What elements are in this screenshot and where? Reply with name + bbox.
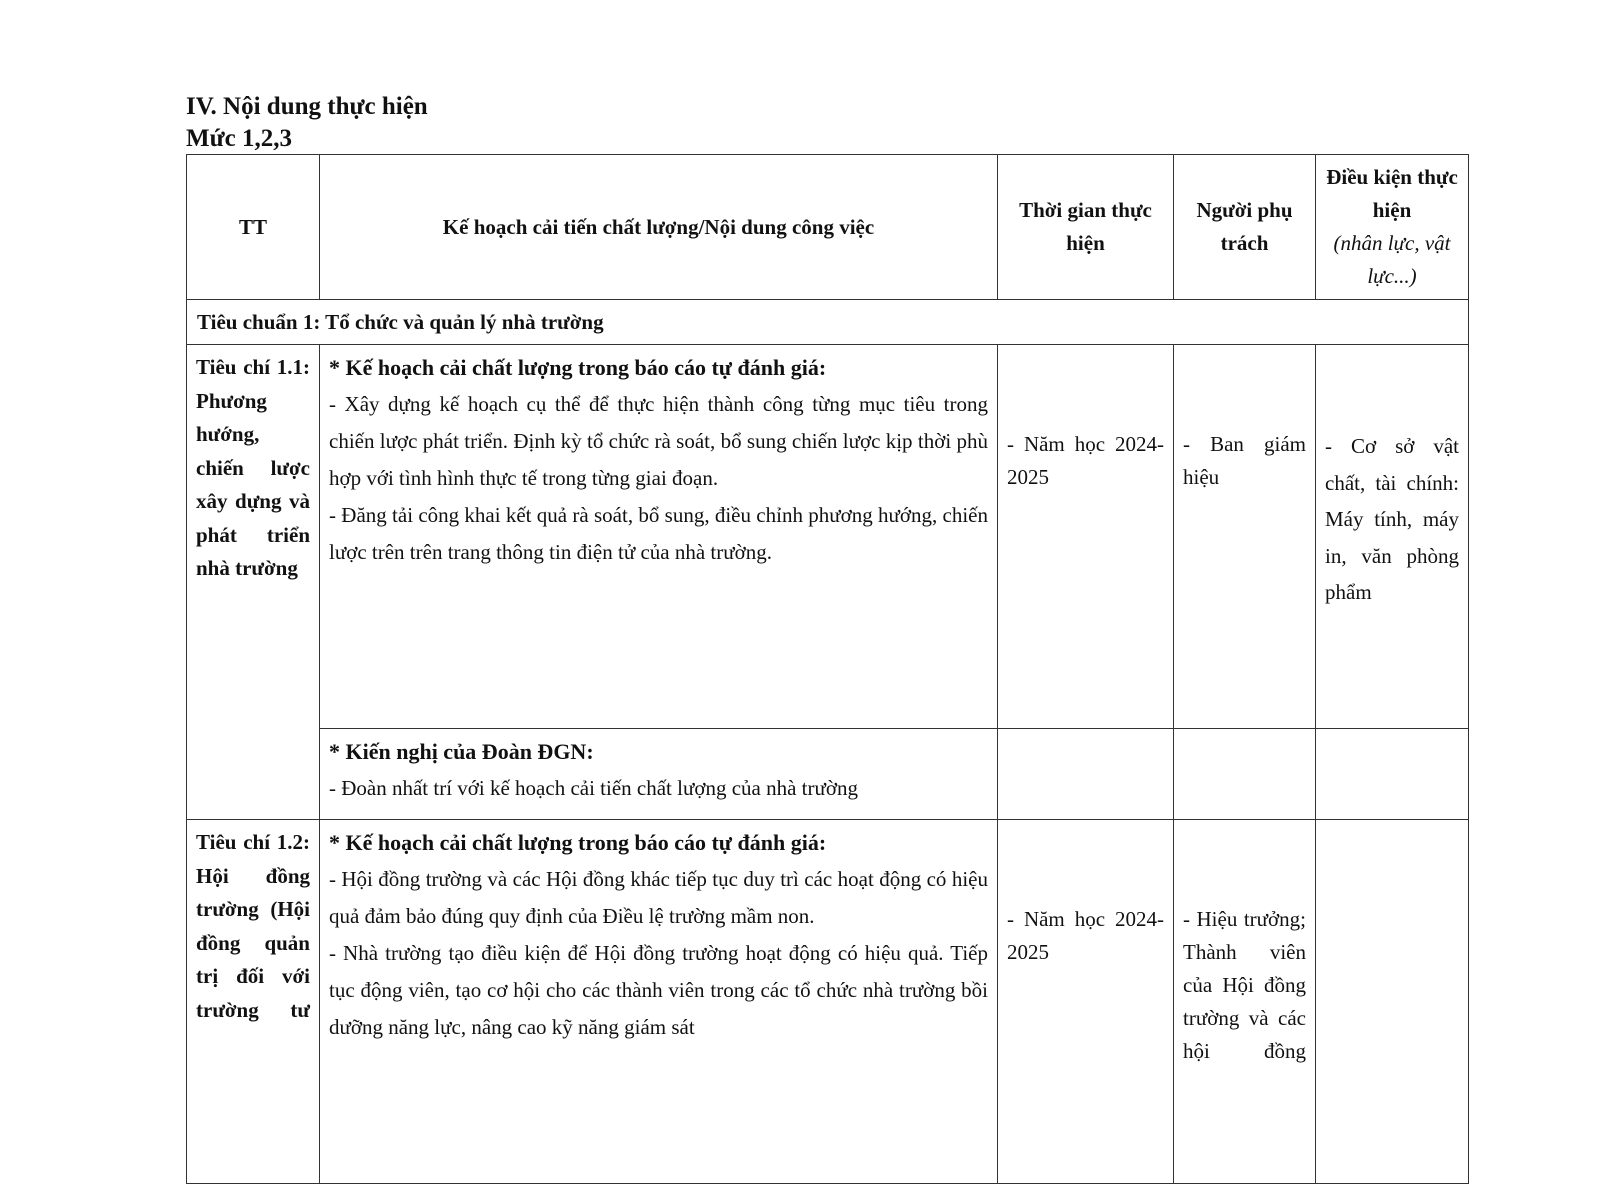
criterion-label: Tiêu chí 1.1: Phương hướng, chiến lược xây dựng và phát triển nhà trường xyxy=(187,345,320,820)
conditions-cell xyxy=(1316,820,1469,1184)
plan-item: - Đăng tải công khai kết quả rà soát, bổ sung, điều chỉnh phương hướng, chiến lược trên trên trang thông tin điện tử của nhà trường. xyxy=(329,503,988,564)
header-conditions-label: Điều kiện thực hiện xyxy=(1326,165,1458,222)
plan-content xyxy=(320,345,998,729)
table-row xyxy=(187,729,1469,820)
plan-item: - Xây dựng kế hoạch cụ thể để thực hiện thành công từng mục tiêu trong chiến lược phát triển. Định kỳ tổ chức rà soát, bổ sung chiến lược kịp thời phù hợp với tình hình thực tế trong từng giai đoạn. xyxy=(329,392,988,490)
person-cell-empty xyxy=(1174,729,1316,820)
time-cell: - Năm học 2024-2025 xyxy=(998,345,1174,729)
recommendation-title: * Kiến nghị của Đoàn ĐGN: xyxy=(329,739,594,764)
plan-item: - Nhà trường tạo điều kiện để Hội đồng trường hoạt động có hiệu quả. Tiếp tục động viên, tạo cơ hội cho các thành viên trong các tổ chức nhà trường bồi dưỡng năng lực, nâng cao kỹ năng giám sát xyxy=(329,941,988,1039)
person-cell: - Ban giám hiệu xyxy=(1174,345,1316,729)
table-row xyxy=(187,345,1469,729)
criterion-label: Tiêu chí 1.2: Hội đồng trường (Hội đồng quản trị đối với trường tư xyxy=(187,820,320,1184)
person-cell: - Hiệu trưởng; Thành viên của Hội đồng trường và các hội đồng xyxy=(1174,820,1316,1184)
time-cell-empty xyxy=(998,729,1174,820)
header-tt: TT xyxy=(187,155,320,300)
level-title: Mức 1,2,3 xyxy=(186,125,292,152)
improvement-plan-table xyxy=(186,154,1469,1184)
table-row xyxy=(187,820,1469,1184)
plan-item: - Hội đồng trường và các Hội đồng khác tiếp tục duy trì các hoạt động có hiệu quả đảm bảo đúng quy định của Điều lệ trường mầm non. xyxy=(329,867,988,928)
standard-title: Tiêu chuẩn 1: Tổ chức và quản lý nhà trường xyxy=(187,300,1469,345)
conditions-cell-empty xyxy=(1316,729,1469,820)
plan-title: * Kế hoạch cải chất lượng trong báo cáo tự đánh giá: xyxy=(329,830,827,855)
header-person: Người phụ trách xyxy=(1174,155,1316,300)
section-title: IV. Nội dung thực hiện xyxy=(186,93,428,120)
conditions-cell: - Cơ sở vật chất, tài chính: Máy tính, máy in, văn phòng phẩm xyxy=(1316,345,1469,729)
header-content: Kế hoạch cải tiến chất lượng/Nội dung công việc xyxy=(320,155,998,300)
plan-title: * Kế hoạch cải chất lượng trong báo cáo tự đánh giá: xyxy=(329,355,827,380)
standard-row xyxy=(187,300,1469,345)
recommendation-item: - Đoàn nhất trí với kế hoạch cải tiến chất lượng của nhà trường xyxy=(329,776,858,800)
plan-content xyxy=(320,820,998,1184)
header-conditions-note: (nhân lực, vật lực...) xyxy=(1333,231,1451,288)
recommendation-content xyxy=(320,729,998,820)
header-time: Thời gian thực hiện xyxy=(998,155,1174,300)
table-header-row xyxy=(187,155,1469,300)
time-cell: - Năm học 2024-2025 xyxy=(998,820,1174,1184)
header-conditions xyxy=(1316,155,1469,300)
